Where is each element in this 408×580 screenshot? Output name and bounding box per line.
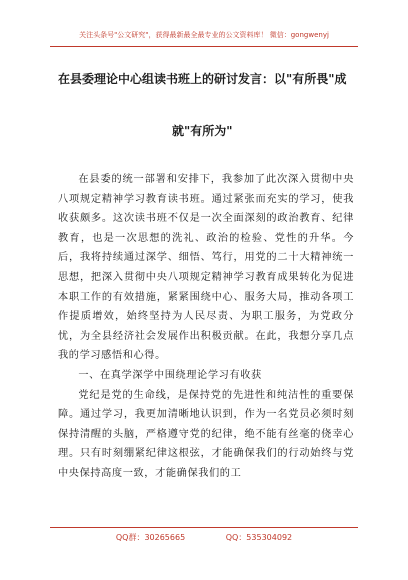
page-footer [50,527,358,543]
body-paragraph-section1: 党纪是党的生命线，是保持党的先进性和纯洁性的重要保障。通过学习，我更加清晰地认识到，作为一名党员必须时刻保持清醒的头脑，严格遵守党的纪律，绝不能有丝毫的侥幸心理。只有时刻绷紧纪律这根弦，才能确保我们的行动始终与党中央保持高度一致，才能确保我们的工 [58,389,354,479]
body-paragraph-intro: 在县委的统一部署和安排下，我参加了此次深入贯彻中央八项规定精神学习教育读书班。通过紧张而充实的学习，使我收获颇多。这次读书班不仅是一次全面深刻的政治教育、纪律教育，也是一次思想的洗礼、政治的检验、党性的升华。今后，我将持续通过深学、细悟、笃行，用党的二十大精神统一思想，把深入贯彻中央八项规定精神学习教育成果转化为促进本职工作的有效措施，紧紧围绕中心、服务大局，推动各项工作提质增效，始终坚持为人民尽责、为职工服务，为党政分忧，为全县经济社会发展作出积极贡献。在此，我想分享几点我的学习感悟和心得。 [58,174,354,362]
header-text: 关注头条号"公文研究"，获得最新最全最专业的公文资料库！ 微信：gongwenyj [79,31,329,39]
page-header [50,22,358,47]
document-title-line1: 在县委理论中心组读书班上的研讨发言：以"有所畏"成 [58,72,347,86]
document-title-line2: 就"有所为" [172,124,233,138]
footer-qq: QQ：535304092 [225,533,293,542]
footer-qq-group: QQ群：30265665 [115,533,186,542]
document-body [58,170,354,484]
section-heading-1: 一、在真学深学中围绕理论学习有收获 [78,369,262,381]
